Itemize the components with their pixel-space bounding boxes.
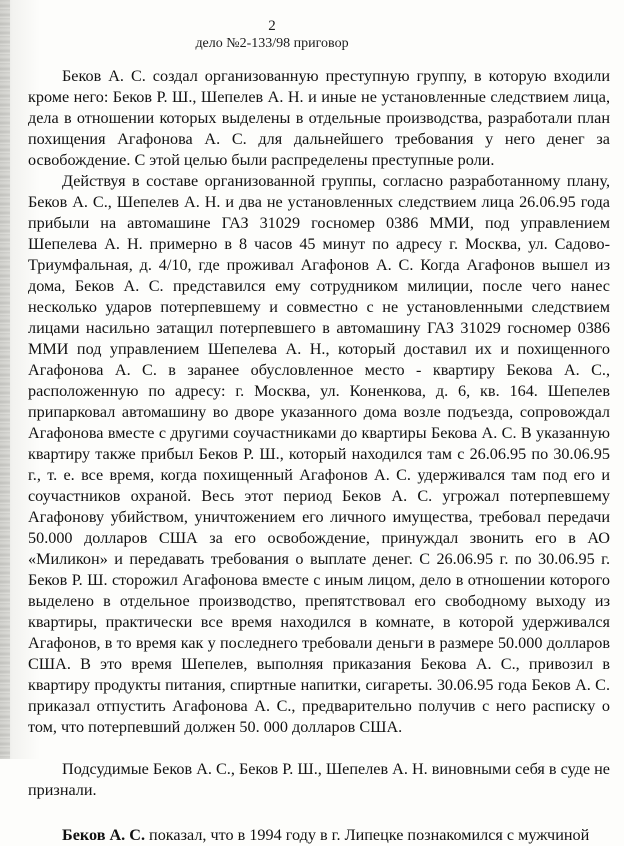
paragraph-testimony-start [28, 825, 610, 846]
paragraph-group-formation: Беков А. С. создал организованную преступную группу, в которую входили кроме него: Беков Р. Ш., Шепелев А. Н. и иные не установленные следствием лица, дела в отношении которых выделены в отдельные производства, разработали план похищения Агафонова А. С. для дальнейшего требования у него денег за освобождение. С этой целью были распределены преступные роли. [28, 67, 610, 169]
paragraph-kidnapping-details: Действуя в составе организованной группы, согласно разработанному плану, Беков А. С., Шепелев А. Н. и два не установленных следствием лица 26.06.95 года прибыли на автомашине ГАЗ 31029 госномер 0386 ММИ, под управлением Шепелева А. Н. примерно в 8 часов 45 минут по адресу г. Москва, ул. Садово-Триумфальная, д. 4/10, где проживал Агафонов А. С. Когда Агафонов вышел из дома, Беков А. С. представился ему сотрудником милиции, после чего нанес несколько ударов потерпевшему и совместно с не установленными следствием лицами насильно затащил потерпевшего в автомашину ГАЗ 31029 госномер 0386 ММИ под управлением Шепелева А. Н., который доставил их и похищенного Агафонова А. С. в заранее обусловленное место - квартиру Бекова А. С., расположенную по адресу: г. Москва, ул. Коненкова, д. 6, кв. 164. Шепелев припарковал автомашину во дворе указанного дома возле подъезда, сопровождал Агафонова вместе с другими соучастниками до квартиры Бекова А. С. В указанную квартиру также прибыл Беков Р. Ш., который находился там с 26.06.95 по 30.06.95 г., т. е. все время, когда похищенный Агафонов А. С. удерживался там под его и соучастников охраной. Весь этот период Беков А. С. угрожал потерпевшему Агафонову убийством, уничтожением его личного имущества, требовал передачи 50.000 долларов США за его освобождение, принуждал звонить его в АО «Миликон» и передавать требования о выплате денег. С 26.06.95 г. по 30.06.95 г. Беков Р. Ш. сторожил Агафонова вместе с иным лицом, дело в отношении которого выделено в отдельное производство, препятствовал его свободному выходу из квартиры, практически все время находился в комнате, в которой удерживался Агафонов, в то время как у последнего требовали деньги в размере 50.000 долларов США. В это время Шепелев, выполняя приказания Бекова А. С., привозил в квартиру продукты питания, спиртные напитки, сигареты. 30.06.95 года Беков А. С. приказал отпустить Агафонова А. С., предварительно получив с него расписку о том, что потерпевший должен 50. 000 долларов США. [28, 172, 610, 736]
paragraph-defendants-plea: Подсудимые Беков А. С., Беков Р. Ш., Шепелев А. Н. виновными себя в суде не признали. [28, 760, 610, 799]
testimony-text: показал, что в 1994 году в г. Липецке познакомился с мужчиной [145, 826, 590, 844]
page-number: 2 [268, 18, 276, 34]
scan-edge-shadow [0, 0, 10, 759]
defendant-name: Беков А. С. [62, 826, 145, 844]
document-body [28, 66, 610, 846]
case-title: дело №2-133/98 приговор [195, 36, 349, 51]
